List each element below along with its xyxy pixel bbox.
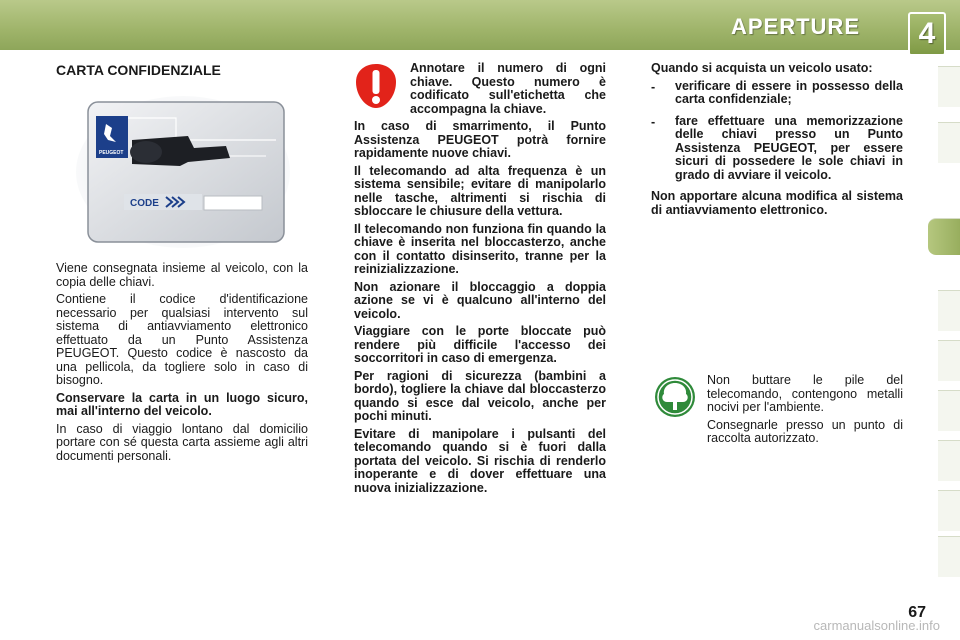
paragraph-bold: Evitare di manipolare i pulsanti del telecomando quando si è fuori dalla portata del veicolo. Si rischia di renderlo inoperante e di dover effettuare una nuova inizializzazione. bbox=[354, 426, 606, 495]
svg-text:PEUGEOT: PEUGEOT bbox=[99, 150, 124, 156]
list-item bbox=[651, 80, 903, 111]
side-tab-5[interactable] bbox=[938, 340, 960, 381]
side-tab-1[interactable] bbox=[938, 66, 960, 107]
paragraph: In caso di viaggio lontano dal domicilio portare con sé questa carta assieme agli altri documenti personali. bbox=[56, 421, 308, 463]
chapter-title: APERTURE bbox=[730, 14, 860, 39]
paragraph-bold: Viaggiare con le porte bloccate può rendere più difficile l'accesso dei soccorritori in caso di emergenza. bbox=[354, 324, 606, 365]
side-tab-active[interactable] bbox=[928, 218, 960, 255]
page-number: 67 bbox=[908, 604, 926, 621]
list-item bbox=[651, 115, 903, 187]
paragraph: Contiene il codice d'identificazione necessario per qualsiasi intervento sul sistema di antiavviamento elettronico effettuato da un Punto Assistenza PEUGEOT. Questo codice è nascosto da una pellicola, da togliere solo in caso di bisogno. bbox=[56, 292, 308, 387]
confidential-card-illustration bbox=[76, 96, 290, 248]
paragraph-bold: Non apportare alcuna modifica al sistema di antiavviamento elettronico. bbox=[651, 189, 903, 217]
paragraph-bold: Il telecomando non funziona fin quando la chiave è inserita nel bloccasterzo, anche con il contatto disinserito, tranne per la reinizializzazione. bbox=[354, 221, 606, 276]
paragraph-bold: Quando si acquista un veicolo usato: bbox=[651, 61, 873, 75]
paragraph-bold: Per ragioni di sicurezza (bambini a bordo), togliere la chiave dal bloccasterzo quando si esce dal veicolo, anche per pochi minuti. bbox=[354, 368, 606, 423]
section-title: CARTA CONFIDENZIALE bbox=[56, 62, 221, 78]
list-item-text: verificare di essere in possesso della carta confidenziale; bbox=[675, 78, 903, 106]
list-dash: - bbox=[651, 79, 656, 94]
paragraph-bold: Annotare il numero di ogni chiave. Questo numero è codificato sull'etichetta che accompagna la chiave. bbox=[410, 61, 606, 116]
side-tab-strip bbox=[932, 66, 960, 576]
list-item-text: fare effettuare una memorizzazione delle chiavi presso un Punto Assistenza PEUGEOT, per essere sicuri di possedere le sole chiavi in grado di avviare il veicolo. bbox=[675, 113, 903, 182]
paragraph-bold: In caso di smarrimento, il Punto Assistenza PEUGEOT potrà fornire rapidamente nuove chiavi. bbox=[354, 119, 606, 160]
eco-paragraph: Non buttare le pile del telecomando, contengono metalli nocivi per l'ambiente. bbox=[707, 373, 903, 414]
eco-paragraph: Consegnarle presso un punto di raccolta autorizzato. bbox=[707, 417, 903, 445]
side-tab-6[interactable] bbox=[938, 390, 960, 431]
side-tab-9[interactable] bbox=[938, 536, 960, 577]
paragraph-bold: Non azionare il bloccaggio a doppia azione se vi è qualcuno all'interno del veicolo. bbox=[354, 279, 606, 321]
chapter-number: 4 bbox=[908, 12, 946, 56]
paragraph: Viene consegnata insieme al veicolo, con la copia delle chiavi. bbox=[56, 261, 308, 289]
side-tab-2[interactable] bbox=[938, 122, 960, 163]
paragraph-bold: Conservare la carta in un luogo sicuro, mai all'interno del veicolo. bbox=[56, 390, 308, 418]
paragraph-bold: Il telecomando ad alta frequenza è un sistema sensibile; evitare di manipolarlo nelle tasche, altrimenti si rischia di sbloccare le chiusure della vettura. bbox=[354, 163, 606, 218]
svg-text:CODE: CODE bbox=[130, 198, 159, 209]
side-tab-4[interactable] bbox=[938, 290, 960, 331]
watermark: carmanualsonline.info bbox=[813, 618, 940, 633]
list-dash: - bbox=[651, 114, 656, 129]
side-tab-7[interactable] bbox=[938, 440, 960, 481]
side-tab-8[interactable] bbox=[938, 490, 960, 531]
